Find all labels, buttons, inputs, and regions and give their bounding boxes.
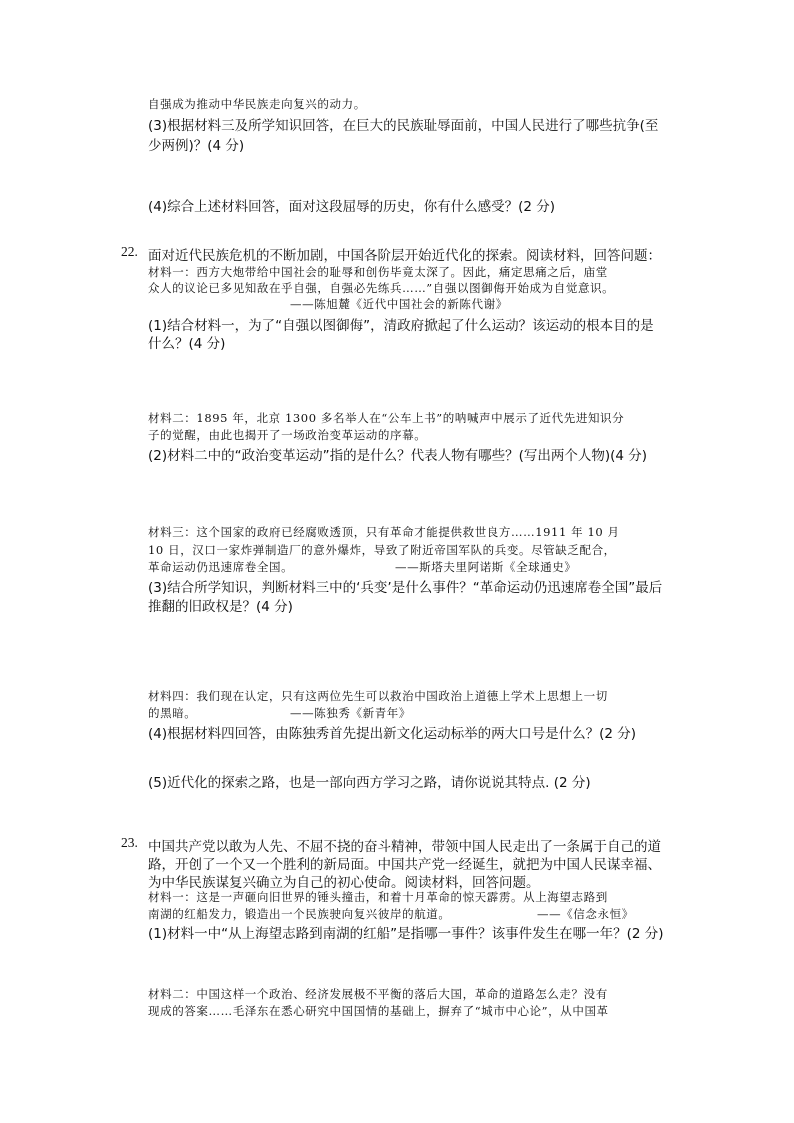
- material-2-line1: 材料二：1895 年，北京 1300 多名举人在“公车上书”的呐喊声中展示了近代先进知识分: [148, 411, 625, 425]
- question-4: (4)综合上述材料回答，面对这段屈辱的历史，你有什么感受？(2 分): [148, 199, 556, 215]
- material-3-line1: 材料三：这个国家的政府已经腐败透顶，只有革命才能提供救世良方……1911 年 10 月: [148, 525, 620, 539]
- q23-material-2-line2: 现成的答案……毛泽东在悉心研究中国国情的基础上，摒弃了“城市中心论”，从中国革: [148, 1004, 609, 1018]
- material-4-line1: 材料四：我们现在认定，只有这两位先生可以救治中国政治上道德上学术上思想上一切: [148, 689, 608, 703]
- subquestion-3-line2: 推翻的旧政权是？(4 分): [148, 599, 293, 615]
- material-4-line2: 的黑暗。: [148, 706, 197, 720]
- subquestion-4: (4)根据材料四回答，由陈独秀首先提出新文化运动标举的两大口号是什么？(2 分): [148, 726, 637, 742]
- material-3-line2: 10 日，汉口一家炸弹制造厂的意外爆炸，导致了附近帝国军队的兵变。尽管缺乏配合，: [148, 543, 616, 557]
- subquestion-5: (5)近代化的探索之路，也是一部向西方学习之路，请你说说其特点. (2 分): [148, 775, 591, 791]
- question-3-line2: 少两例)？(4 分): [148, 138, 245, 154]
- q23-subquestion-1: (1)材料一中“从上海望志路到南湖的红船”是指哪一事件？该事件发生在哪一年？(2 分): [148, 926, 664, 942]
- material-3-source: ——斯塔夫里阿诺斯《全球通史》: [395, 560, 577, 574]
- subquestion-3-line1: (3)结合所学知识，判断材料三中的‘兵变’是什么事件？“革命运动仍迅速席卷全国”最后: [148, 580, 663, 596]
- material-1-line2: 众人的议论已多见知敌在乎自强，自强必先练兵……”自强以图御侮开始成为自觉意识。: [148, 281, 615, 295]
- material-2-line2: 子的觉醒，由此也揭开了一场政治变革运动的序幕。: [148, 428, 427, 442]
- q23-material-2-line1: 材料二：中国这样一个政治、经济发展极不平衡的落后大国，革命的道路怎么走？没有: [148, 987, 608, 1001]
- material-4-source: ——陈独秀《新青年》: [290, 706, 411, 720]
- question-3-line1: (3)根据材料三及所学知识回答，在巨大的民族耻辱面前，中国人民进行了哪些抗争(至: [148, 118, 659, 134]
- q23-material-1-source: ——《信念永恒》: [537, 907, 634, 921]
- question-23-number: 23.: [121, 835, 138, 850]
- subquestion-1-line1: (1)结合材料一，为了“自强以图御侮”，清政府掀起了什么运动？该运动的根本目的是: [148, 318, 654, 334]
- subquestion-1-line2: 什么？(4 分): [148, 336, 226, 352]
- q23-material-1-line1: 材料一：这是一声砸向旧世界的锤头撞击，和着十月革命的惊天霹雳。从上海望志路到: [148, 890, 608, 904]
- question-23-intro-line2: 路，开创了一个又一个胜利的新局面。中国共产党一经诞生，就把为中国人民谋幸福、: [148, 857, 661, 873]
- material-3-line3: 革命运动仍迅速席卷全国。: [148, 560, 294, 574]
- question-23-intro-line3: 为中华民族谋复兴确立为自己的初心使命。阅读材料，回答问题。: [148, 875, 540, 891]
- question-22-number: 22.: [121, 244, 138, 259]
- material-1-source: ——陈旭麓《近代中国社会的新陈代谢》: [290, 297, 508, 311]
- material-1-line1: 材料一：西方大炮带给中国社会的耻辱和创伤毕竟太深了。因此，痛定思痛之后，庙堂: [148, 265, 608, 279]
- q23-material-1-line2: 南湖的红船发力，锻造出一个民族驶向复兴彼岸的航道。: [148, 907, 451, 921]
- question-22-intro: 面对近代民族危机的不断加剧，中国各阶层开始近代化的探索。阅读材料，回答问题：: [148, 248, 661, 264]
- question-23-intro-line1: 中国共产党以敢为人先、不屈不挠的奋斗精神，带领中国人民走出了一条属于自己的道: [148, 839, 661, 855]
- subquestion-2: (2)材料二中的“政治变革运动”指的是什么？代表人物有哪些？(写出两个人物)(4 分): [148, 448, 648, 464]
- prev-material-tail: 自强成为推动中华民族走向复兴的动力。: [148, 97, 366, 111]
